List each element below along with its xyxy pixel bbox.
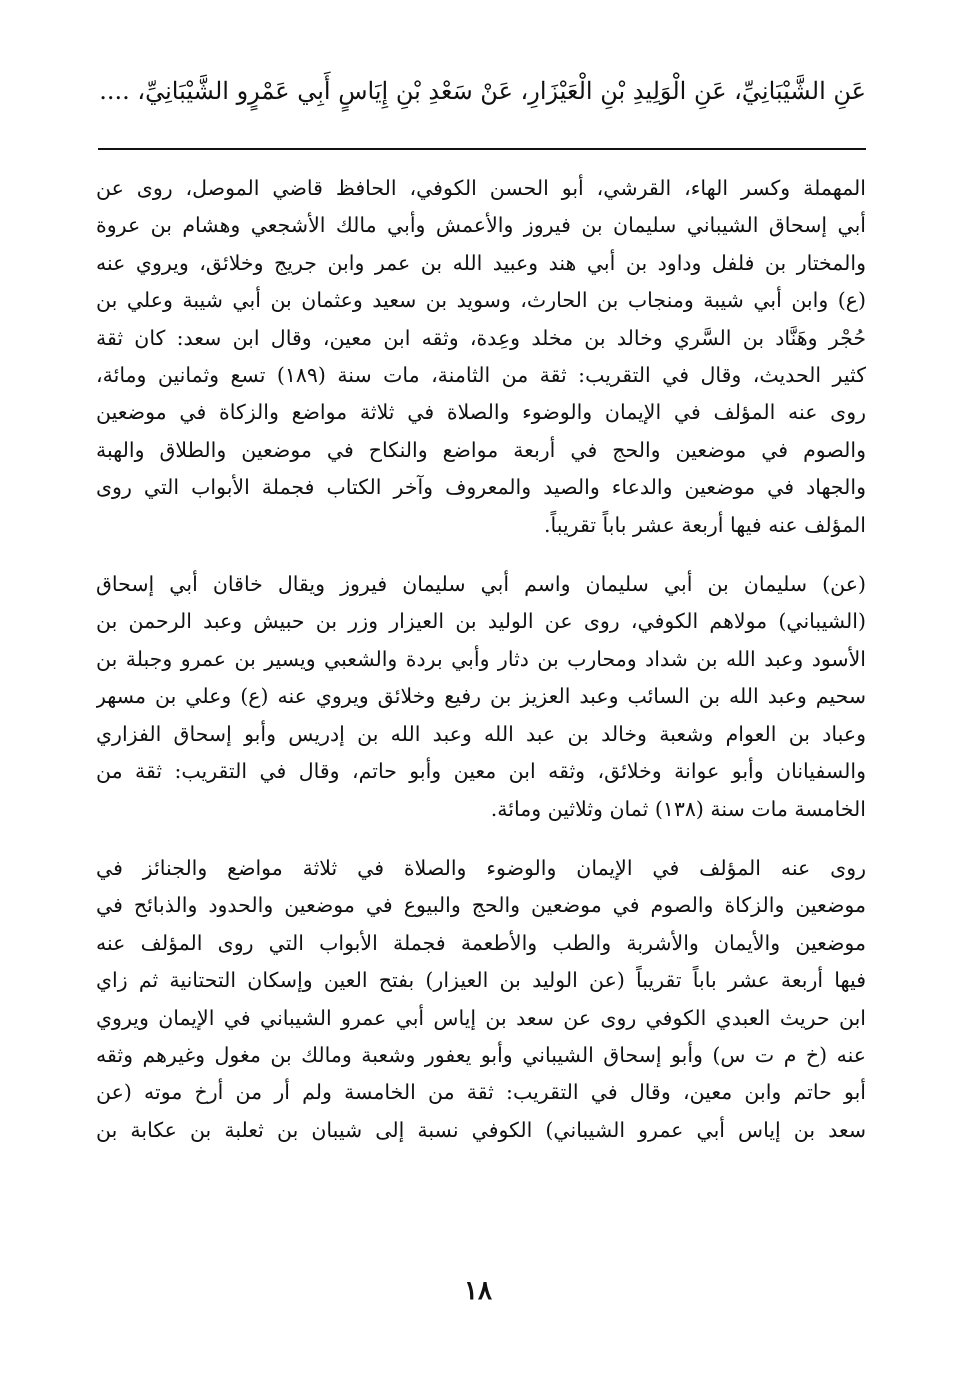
text-line: عنه (خ م ت س) وأبو إسحاق الشيباني وأبو يعفور وشعبة ومالك بن مغول وغيرهم وثقه xyxy=(96,1042,866,1067)
text-line: (ع) وابن أبي شيبة ومنجاب بن الحارث، وسويد بن سعيد وعثمان بن أبي شيبة وعلي بن xyxy=(96,288,866,313)
text-line: (الشيباني) مولاهم الكوفي، روى عن الوليد بن العيزار وزر بن حبيش وعبد الرحمن بن xyxy=(96,609,866,634)
text-line: والجهاد في موضعين والدعاء والصيد والمعروف وآخر الكتاب فجملة الأبواب التي روى xyxy=(96,475,866,500)
text-line: الأسود وعبد الله بن شداد ومحارب بن دثار وأبي بردة والشعبي ويسير بن عمرو وجبلة بن xyxy=(96,646,866,671)
text-line: المهملة وكسر الهاء، القرشي، أبو الحسن الكوفي، الحافظ قاضي الموصل، روى عن xyxy=(96,176,866,200)
text-line: الخامسة مات سنة (١٣٨) ثمان وثلاثين ومائة. xyxy=(490,796,866,821)
text-line: والصوم في موضعين والحج في أربعة مواضع والنكاح في موضعين والطلاق والهبة xyxy=(96,437,866,462)
text-line: فيها أربعة عشر باباً تقريباً (عن الوليد بن العيزار) بفتح العين وإسكان التحتانية ثم زاي xyxy=(96,968,866,993)
text-line: روى عنه المؤلف في الإيمان والوضوء والصلاة في ثلاثة مواضع والزكاة في موضعين xyxy=(96,400,866,425)
hadith-isnad-line: عَنِ الشَّيْبَانِيِّ، عَنِ الْوَلِيدِ بْنِ الْعَيْزَارِ، عَنْ سَعْدِ بْنِ إِيَاسٍ أَبِي عَمْرٍو الشَّيْبَانِيِّ، .... xyxy=(99,77,866,105)
text-line: موضعين والأيمان والأشربة والطب والأطعمة فجملة الأبواب التي روى المؤلف عنه xyxy=(96,930,866,955)
text-line: والمختار بن فلفل وداود بن أبي هند وعبيد الله بن عمر وابن جريج وخلائق، ويروي عنه xyxy=(96,250,866,275)
text-line: موضعين والزكاة والصوم في موضعين والحج والبيوع في موضعين والحدود والذبائح في xyxy=(96,893,866,918)
text-line: أبو حاتم وابن معين، وقال في التقريب: ثقة من الخامسة ولم أر من أرخ موته (عن xyxy=(96,1080,866,1105)
paragraph-gap xyxy=(96,544,866,566)
text-line: روى عنه المؤلف في الإيمان والوضوء والصلاة في ثلاثة مواضع والجنائز في xyxy=(96,855,866,880)
text-line: كثير الحديث، وقال في التقريب: ثقة من الثامنة، مات سنة (١٨٩) تسع وثمانين ومائة، xyxy=(96,363,866,388)
text-line: وعباد بن العوام وشعبة وخالد بن عبد الله وعبد الله بن إدريس وأبو إسحاق الفزاري xyxy=(96,721,866,746)
paragraph-gap xyxy=(96,828,866,850)
text-line: والسفيانان وأبو عوانة وخلائق، وثقه ابن معين وأبو حاتم، وقال في التقريب: ثقة من xyxy=(96,759,866,784)
header-divider xyxy=(98,148,866,150)
page-number: ١٨ xyxy=(464,1276,492,1306)
commentary-body xyxy=(96,170,866,1149)
text-line: حُجْر وهَنَّاد بن السَّري وخالد بن مخلد وعِدة، وثقه ابن معين، وقال ابن سعد: كان ثقة xyxy=(96,325,866,350)
text-line: المؤلف عنه فيها أربعة عشر باباً تقريباً. xyxy=(544,512,866,537)
text-line: سعد بن إياس أبي عمرو الشيباني) الكوفي نسبة إلى شيبان بن ثعلبة بن عكابة بن xyxy=(96,1117,866,1142)
text-line: (عن) سليمان بن أبي سليمان واسم أبي سليمان فيروز ويقال خاقان أبي إسحاق xyxy=(96,572,866,597)
text-line: سحيم وعبد الله بن السائب وعبد العزيز بن رفيع وخلائق ويروي عنه (ع) وعلي بن مسهر xyxy=(96,684,866,709)
text-line: ابن حريث العبدي الكوفي روى عن سعد بن إياس أبي عمرو الشيباني في الإيمان ويروي xyxy=(96,1005,866,1030)
text-line: أبي إسحاق الشيباني سليمان بن فيروز والأعمش وأبي مالك الأشجعي وهشام بن عروة xyxy=(96,213,866,238)
commentary-paragraph-1 xyxy=(96,170,866,544)
commentary-paragraph-2 xyxy=(96,566,866,828)
commentary-paragraph-3 xyxy=(96,850,866,1149)
